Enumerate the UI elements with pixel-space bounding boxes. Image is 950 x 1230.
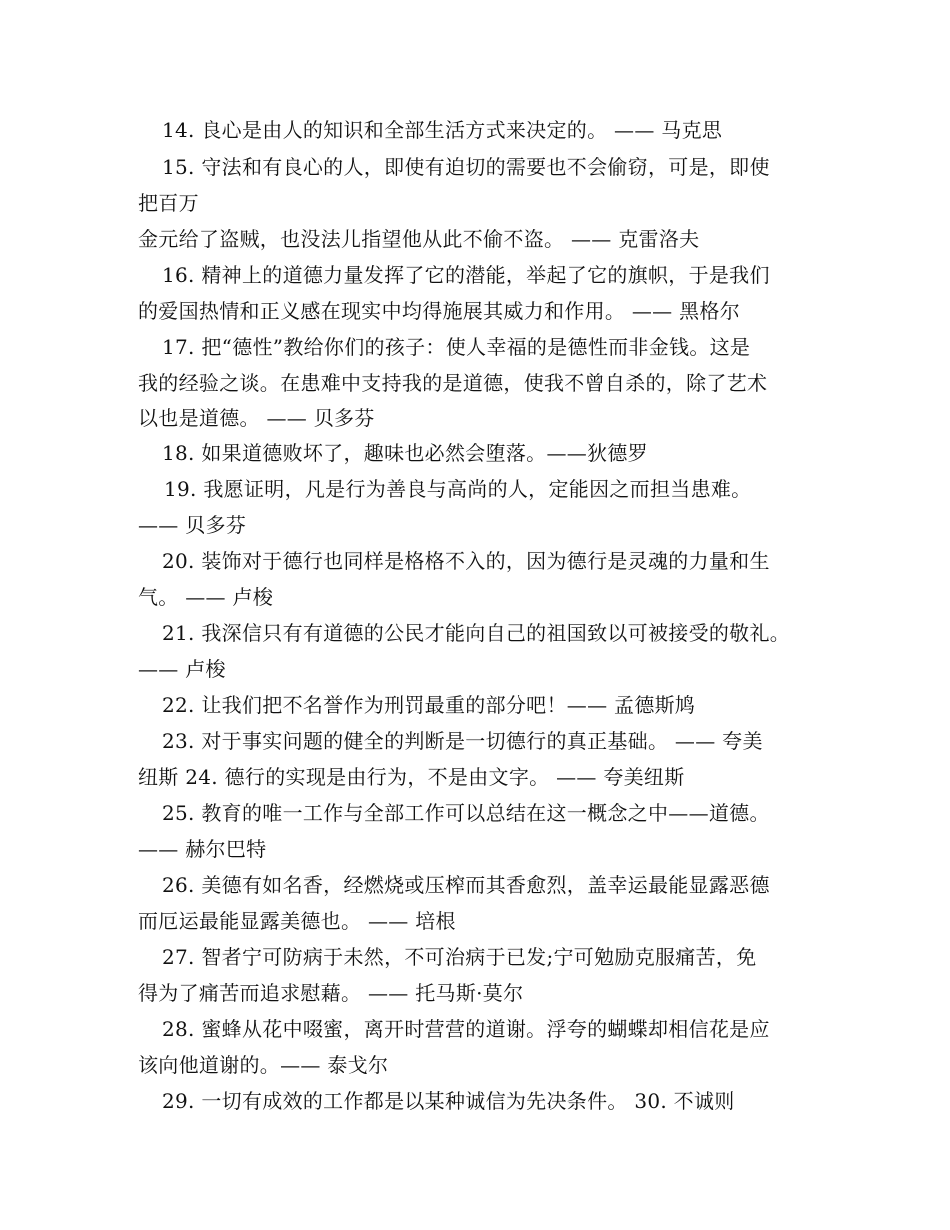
text-line: 16. 精神上的道德力量发挥了它的潜能，举起了它的旗帜，于是我们	[162, 263, 770, 287]
text-line: 21. 我深信只有有道德的公民才能向自己的祖国致以可被接受的敬礼。	[162, 621, 791, 645]
text-line: 20. 装饰对于德行也同样是格格不入的，因为德行是灵魂的力量和生	[162, 549, 770, 573]
text-line: 23. 对于事实问题的健全的判断是一切德行的真正基础。 —— 夸美	[162, 729, 763, 753]
text-line: 18. 如果道德败坏了，趣味也必然会堕落。——狄德罗	[162, 441, 648, 465]
text-line: 气。 —— 卢梭	[138, 585, 274, 609]
text-line: 的爱国热情和正义感在现实中均得施展其威力和作用。 —— 黑格尔	[138, 299, 741, 323]
text-line: 25. 教育的唯一工作与全部工作可以总结在这一概念之中——道德。	[162, 801, 770, 825]
text-line: 把百万	[138, 191, 199, 215]
text-line: 29. 一切有成效的工作都是以某种诚信为先决条件。 30. 不诚则	[162, 1089, 735, 1113]
text-line: 17. 把“德性”教给你们的孩子：使人幸福的是德性而非金钱。这是	[162, 335, 751, 359]
text-line: 而厄运最能显露美德也。 —— 培根	[138, 909, 456, 933]
text-line: 金元给了盗贼，也没法儿指望他从此不偷不盗。 —— 克雷洛夫	[138, 227, 700, 251]
text-line: 19. 我愿证明，凡是行为善良与高尚的人，定能因之而担当患难。	[164, 477, 752, 501]
text-line: 该向他道谢的。—— 泰戈尔	[138, 1053, 389, 1077]
text-line: 我的经验之谈。在患难中支持我的是道德，使我不曾自杀的，除了艺术	[138, 371, 768, 395]
text-line: 得为了痛苦而追求慰藉。 —— 托马斯·莫尔	[138, 981, 524, 1005]
text-line: 26. 美德有如名香，经燃烧或压榨而其香愈烈，盖幸运最能显露恶德	[162, 873, 770, 897]
text-line: 22. 让我们把不名誉作为刑罚最重的部分吧！—— 孟德斯鸠	[162, 693, 696, 717]
text-line: 15. 守法和有良心的人，即使有迫切的需要也不会偷窃，可是，即使	[162, 155, 770, 179]
text-line: 以也是道德。 —— 贝多芬	[138, 406, 375, 430]
text-line: —— 贝多芬	[138, 513, 247, 537]
text-line: —— 卢梭	[138, 657, 226, 681]
text-line: 纽斯 24. 德行的实现是由行为，不是由文字。 —— 夸美纽斯	[138, 765, 685, 789]
text-line: 14. 良心是由人的知识和全部生活方式来决定的。 —— 马克思	[162, 118, 723, 142]
text-line: 27. 智者宁可防病于未然，不可治病于已发;宁可勉励克服痛苦，免	[162, 945, 757, 969]
text-line: 28. 蜜蜂从花中啜蜜，离开时营营的道谢。浮夸的蝴蝶却相信花是应	[162, 1017, 770, 1041]
text-line: —— 赫尔巴特	[138, 837, 267, 861]
